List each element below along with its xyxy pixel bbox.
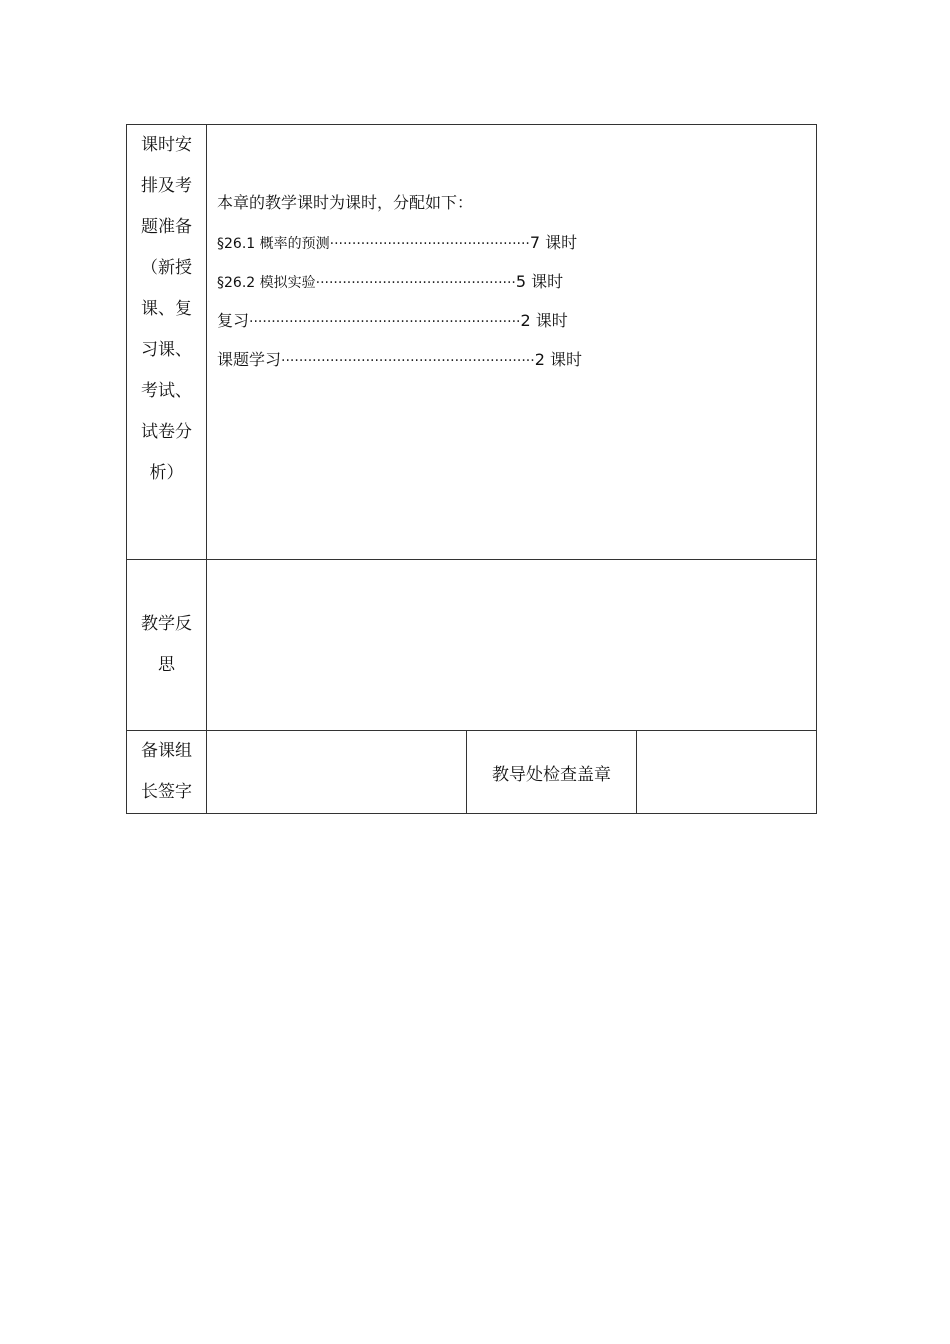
lesson-plan-table xyxy=(126,124,817,814)
schedule-label xyxy=(127,125,206,494)
schedule-label-line: 题准备 xyxy=(141,217,192,237)
schedule-item-hours: 7 课时 xyxy=(529,233,578,252)
reflection-row xyxy=(127,560,817,731)
schedule-label-line: 析） xyxy=(149,463,184,483)
office-stamp-label: 教导处检查盖章 xyxy=(467,731,637,814)
leader-dots: ························································· xyxy=(281,353,535,369)
reflection-label xyxy=(127,604,206,686)
schedule-label-line: 排及考 xyxy=(141,176,192,196)
schedule-item xyxy=(217,301,816,340)
leader-dots: ····························································· xyxy=(249,314,521,330)
group-leader-label-cell xyxy=(127,731,207,814)
reflection-label-line: 教学反 xyxy=(141,614,192,634)
leader-dots: ············································· xyxy=(329,236,530,252)
schedule-label-line: 习课、 xyxy=(141,340,192,360)
schedule-item-name: 复习 xyxy=(217,311,250,330)
schedule-label-line: （新授 xyxy=(141,258,192,278)
schedule-intro: 本章的教学课时为课时，分配如下： xyxy=(217,193,474,212)
office-stamp-cell[interactable] xyxy=(637,731,817,814)
schedule-item xyxy=(217,223,816,262)
group-leader-signature-cell[interactable] xyxy=(207,731,467,814)
schedule-label-line: 课时安 xyxy=(141,135,192,155)
group-leader-label-line: 长签字 xyxy=(141,782,192,802)
schedule-item xyxy=(217,262,816,301)
group-leader-label xyxy=(127,731,206,813)
schedule-item xyxy=(217,340,816,379)
reflection-content-cell[interactable] xyxy=(207,560,817,731)
schedule-item-hours: 2 课时 xyxy=(520,311,568,330)
schedule-label-line: 课、复 xyxy=(141,299,192,319)
reflection-label-line: 思 xyxy=(158,655,175,675)
schedule-content-cell xyxy=(207,125,817,560)
schedule-item-name: 课题学习 xyxy=(217,350,282,369)
signature-row xyxy=(127,731,817,814)
group-leader-label-line: 备课组 xyxy=(141,741,192,761)
reflection-label-cell xyxy=(127,560,207,731)
schedule-label-line: 考试、 xyxy=(141,381,192,401)
schedule-item-name: §26.2 模拟实验 xyxy=(217,275,316,291)
schedule-item-name: §26.1 概率的预测 xyxy=(217,236,330,252)
schedule-item-hours: 2 课时 xyxy=(534,350,582,369)
schedule-row xyxy=(127,125,817,560)
schedule-item-hours: 5 课时 xyxy=(515,272,564,291)
schedule-label-cell xyxy=(127,125,207,560)
schedule-label-line: 试卷分 xyxy=(141,422,192,442)
leader-dots: ············································· xyxy=(315,275,516,291)
